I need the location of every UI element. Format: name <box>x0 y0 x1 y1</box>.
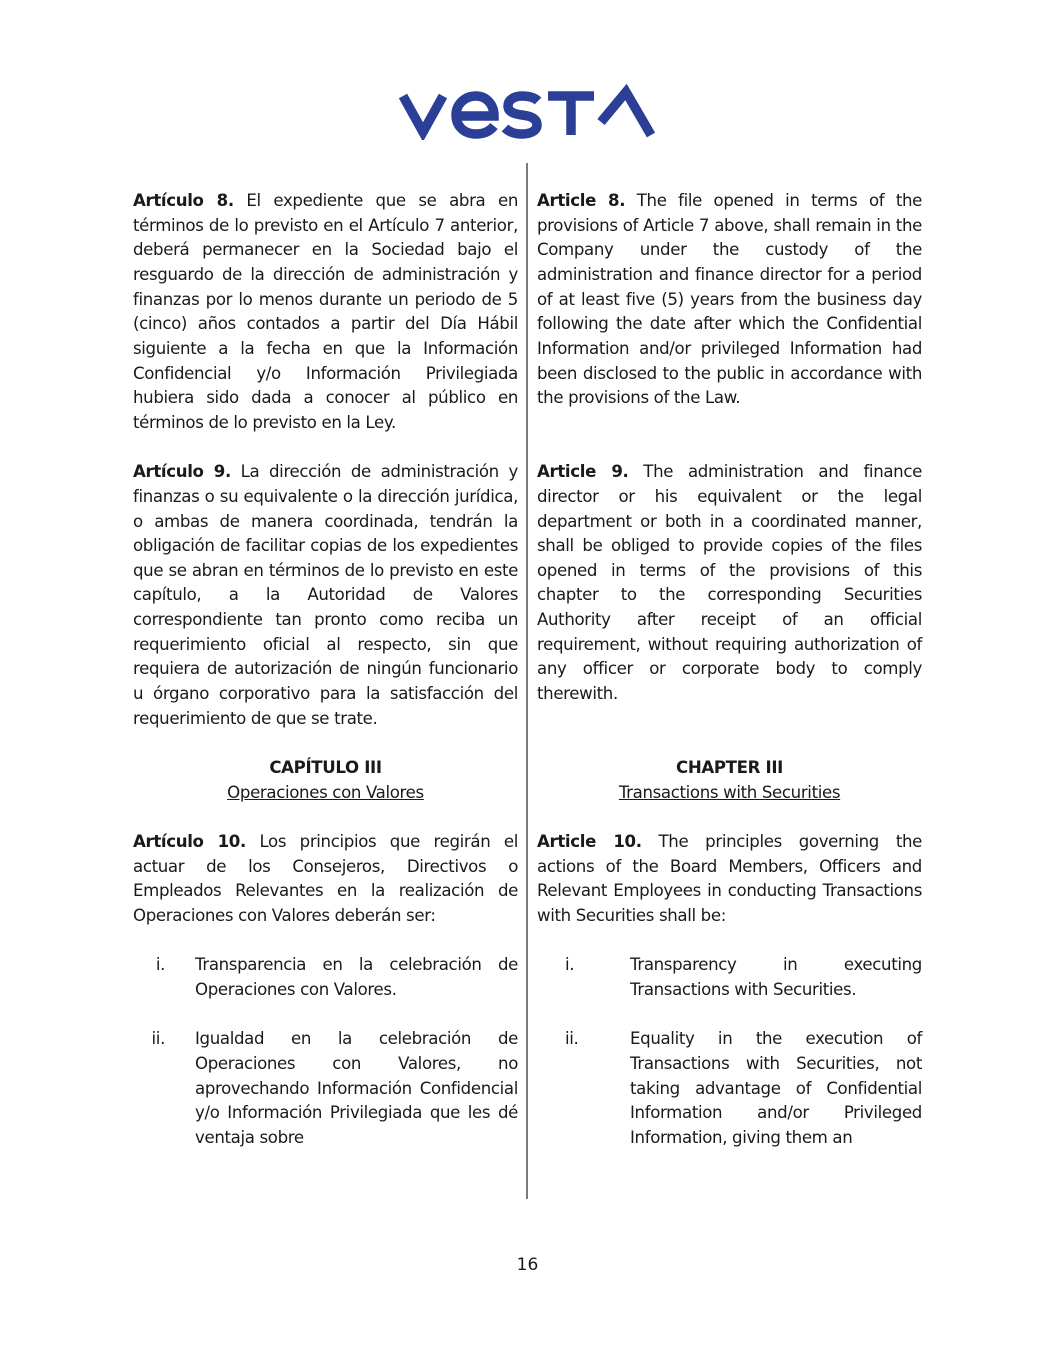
page-number: 16 <box>516 1255 539 1275</box>
articulo-9-body: La dirección de administración y finanzas o su equivalente o la dirección jurídica, o ambas de manera coordinada, tendrán la obligación de facilitar copias de los expedientes que se abran en términos de lo previsto en este capítulo, a la Autoridad de Valores correspondiente tan pronto como reciba un requerimiento oficial al respecto, sin que requiera de autorización de ningún funcionario u órgano corporativo para la satisfacción del requerimiento de que se trate. <box>133 462 518 728</box>
articulo-10 <box>133 830 518 929</box>
capitulo-subtitle: Operaciones con Valores <box>227 782 424 802</box>
chapter-title: CHAPTER III <box>676 758 783 778</box>
spacer <box>537 731 922 756</box>
list-item-text: Transparency in executing Transactions with Securities. <box>630 955 922 999</box>
capitulo-heading <box>133 756 518 805</box>
list-item <box>537 953 922 1002</box>
list-item <box>133 953 518 1002</box>
articulo-8-body: El expediente que se abra en términos de lo previsto en el Artículo 7 anterior, deberá permanecer en la Sociedad bajo el resguardo de la dirección de administración y finanzas por lo menos durante un periodo de 5 (cinco) años contados a partir del Día Hábil siguiente a la fecha en que la Información Confidencial y/o Información Privilegiada hubiera sido dada a conocer al público en términos de lo previsto en la Ley. <box>133 191 518 432</box>
chapter-heading <box>537 756 922 805</box>
spanish-column <box>133 189 518 1175</box>
article-10-body: The principles governing the actions of the Board Members, Officers and Relevant Employees in conducting Transactions with Securities shall be: <box>537 831 923 925</box>
list-item <box>133 1027 518 1150</box>
list-item-text: Igualdad en la celebración de Operaciones con Valores, no aprovechando Información Confidencial y/o Información Privilegiada que les dé ventaja sobre <box>195 1029 518 1147</box>
vesta-logo <box>398 84 658 140</box>
english-column <box>537 189 922 1175</box>
list-item <box>537 1027 922 1150</box>
spacer <box>537 436 922 461</box>
articulo-10-heading: Artículo 10. <box>133 832 246 852</box>
chapter-subtitle: Transactions with Securities <box>618 782 841 802</box>
articulo-8 <box>133 189 518 436</box>
article-10-heading: Article 10. <box>537 831 642 851</box>
articulo-9-heading: Artículo 9. <box>133 462 231 482</box>
capitulo-title: CAPÍTULO III <box>269 758 382 778</box>
article-9 <box>537 460 922 707</box>
list-item-number: i. <box>155 955 165 975</box>
list-item-number: ii. <box>565 1029 579 1049</box>
list-item-text: Equality in the execution of Transactions with Securities, not taking advantage of Confidential Information and/or Privileged Information, giving them an <box>630 1029 922 1147</box>
articulo-8-heading: Artículo 8. <box>133 191 234 210</box>
article-8 <box>537 189 922 411</box>
column-divider <box>526 163 528 1199</box>
list-item-number: i. <box>565 955 575 975</box>
article-9-body: The administration and finance director or his equivalent or the legal department or both in a coordinated manner, shall be obliged to provide copies of the files opened in terms of the provisions of this chapter to the corresponding Securities Authority after receipt of an official requirement, without requiring authorization of any officer or corporate body to comply therewith. <box>537 462 922 704</box>
articulo-10-body: Los principios que regirán el actuar de los Consejeros, Directivos o Empleados Relevantes en la realización de Operaciones con Valores deberán ser: <box>133 832 518 925</box>
article-8-heading: Article 8. <box>537 191 626 210</box>
article-9-heading: Article 9. <box>537 462 629 482</box>
list-item-text: Transparencia en la celebración de Operaciones con Valores. <box>195 955 518 999</box>
articulo-9 <box>133 460 518 731</box>
article-8-body: The file opened in terms of the provisions of Article 7 above, shall remain in the Company under the custody of the administration and finance director for a period of at least five (5) years from the business day following the date after which the Confidential Information and/or privileged Information had been disclosed to the public in accordance with the provisions of the Law. <box>537 191 922 408</box>
article-10 <box>537 830 922 929</box>
list-item-number: ii. <box>151 1029 165 1049</box>
